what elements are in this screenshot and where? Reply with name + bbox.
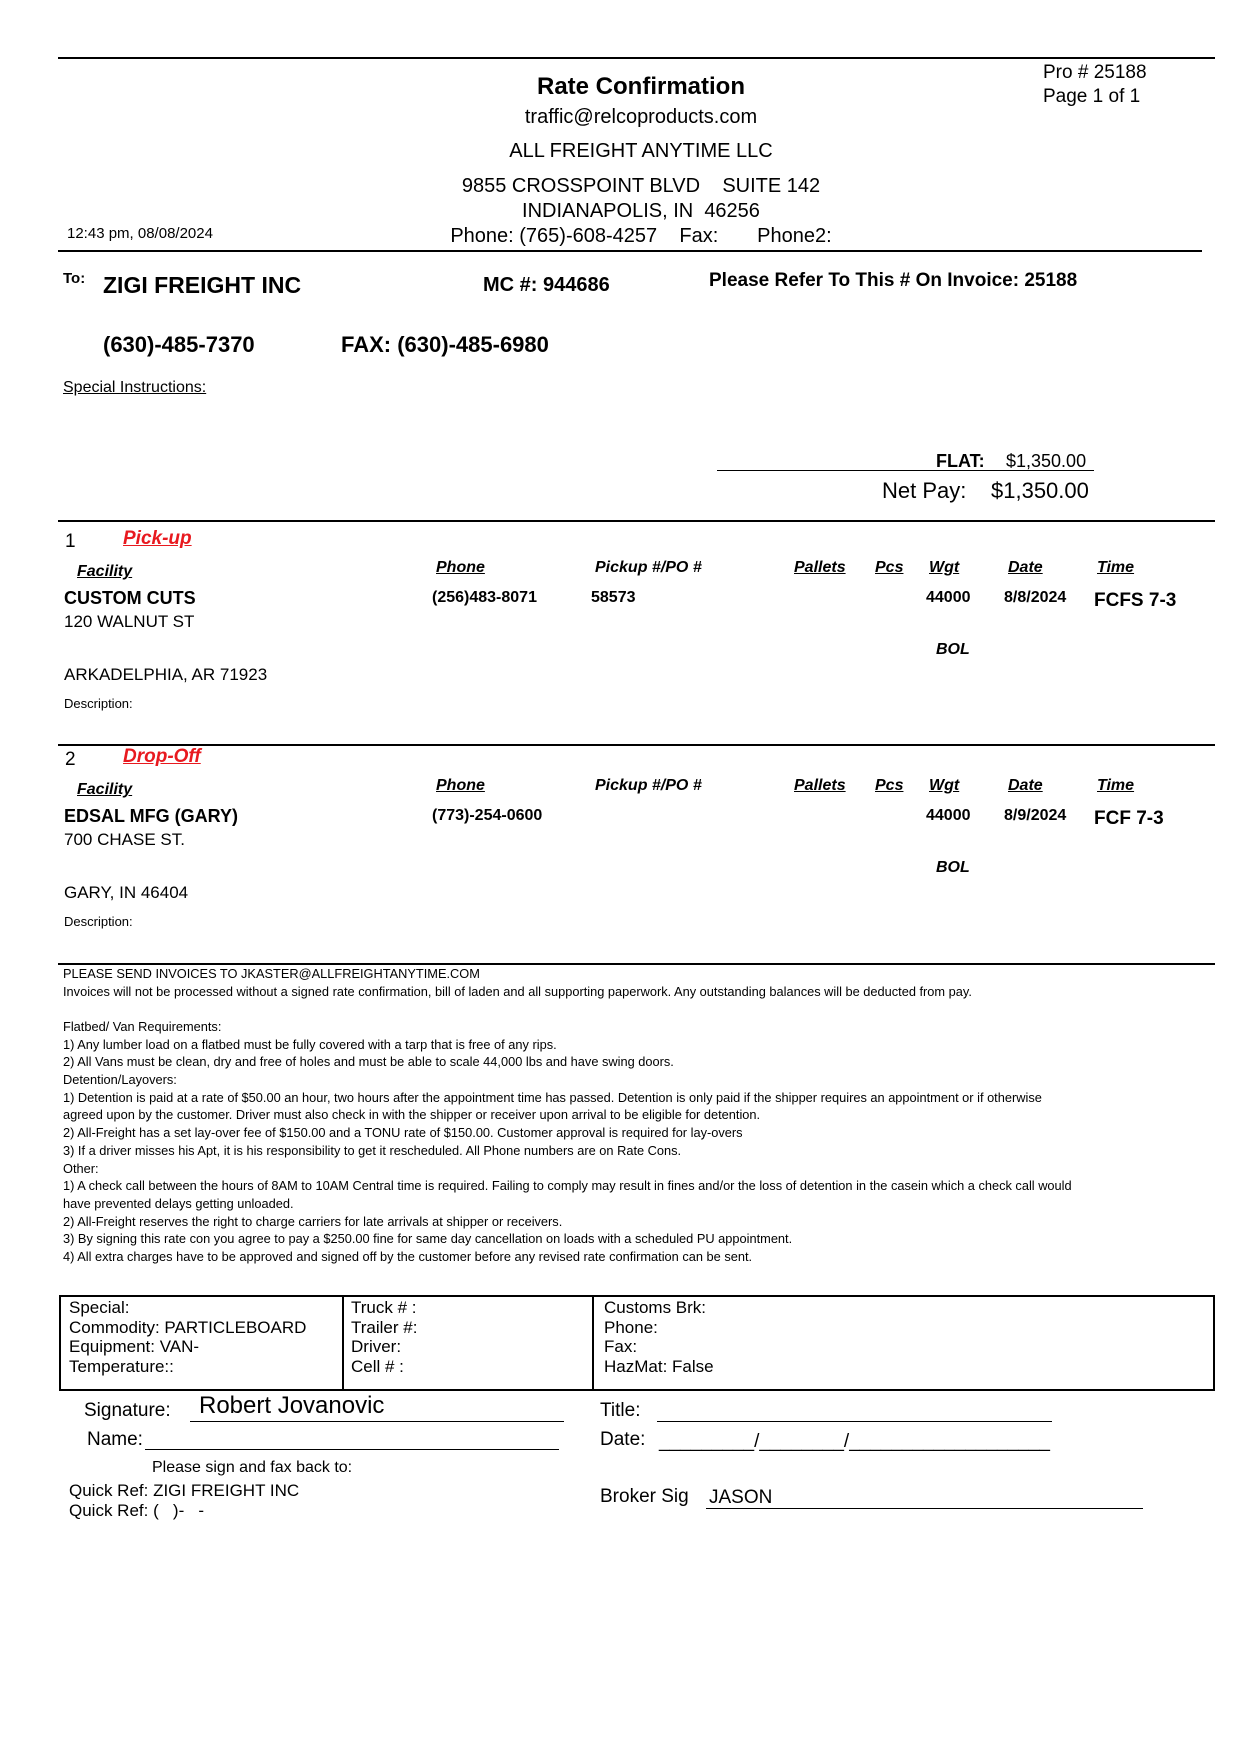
- load-truck-column: [351, 1298, 591, 1390]
- terms-line: 1) Any lumber load on a flatbed must be fully covered with a tarp that is free of any rips.: [63, 1037, 557, 1052]
- col-phone: Phone: [436, 777, 485, 794]
- invoice-instruction: PLEASE SEND INVOICES TO JKASTER@ALLFREIGHTANYTIME.COM: [63, 966, 480, 981]
- terms-line: 3) By signing this rate con you agree to pay a $250.00 fine for same day cancellation on loads with a scheduled PU appointment.: [63, 1231, 793, 1246]
- terms-line: 4) All extra charges have to be approved and signed off by the customer before any revised rate confirmation can be sent.: [63, 1249, 753, 1264]
- flat-label: FLAT:: [936, 451, 985, 471]
- trailer-number: Trailer #:: [351, 1317, 418, 1337]
- load-customs-column: [604, 1298, 1194, 1390]
- load-special-column: [69, 1298, 339, 1390]
- col-time: Time: [1097, 777, 1135, 794]
- carrier-name: ZIGI FREIGHT INC: [103, 272, 302, 298]
- facility-address: 120 WALNUT ST: [64, 612, 195, 631]
- col-pickup-po: Pickup #/PO #: [595, 559, 702, 576]
- facility-name: EDSAL MFG (GARY): [64, 806, 238, 826]
- terms-line: 1) A check call between the hours of 8AM to 10AM Central time is required. Failing to comply may result in fines and/or the loss of detention in the casein which a check call would: [63, 1178, 1072, 1193]
- stop-number: 1: [65, 531, 76, 552]
- description-label: Description:: [64, 696, 133, 711]
- customs-fax: Fax:: [604, 1337, 638, 1357]
- date-blank[interactable]: _________/________/___________________: [659, 1431, 1050, 1452]
- bol-label: BOL: [936, 859, 970, 876]
- stop-number: 2: [65, 749, 76, 770]
- terms-line: 2) All-Freight has a set lay-over fee of $150.00 and a TONU rate of $150.00. Customer approval is required for lay-overs: [63, 1125, 743, 1140]
- carrier-fax: FAX: (630)-485-6980: [341, 332, 549, 357]
- col-pallets: Pallets: [794, 777, 846, 794]
- flat-amount: $1,350.00: [1006, 451, 1087, 471]
- top-rule: [58, 57, 1215, 59]
- facility-name: CUSTOM CUTS: [64, 588, 196, 608]
- equipment: Equipment: VAN-: [69, 1337, 200, 1357]
- broker-sig-name: JASON: [709, 1487, 773, 1508]
- date-value: 8/8/2024: [1004, 589, 1067, 606]
- facility-city: GARY, IN 46404: [64, 883, 189, 902]
- pickup-po-number: 58573: [591, 589, 636, 606]
- col-facility: Facility: [77, 563, 133, 580]
- col-date: Date: [1008, 777, 1043, 794]
- col-pallets: Pallets: [794, 559, 846, 576]
- signature-line[interactable]: [190, 1421, 564, 1422]
- stop-dropoff: [0, 739, 1240, 939]
- terms-rule: [58, 963, 1215, 965]
- weight-value: 44000: [926, 807, 971, 824]
- broker-sig-line[interactable]: [706, 1508, 1143, 1509]
- title-line[interactable]: [657, 1421, 1052, 1422]
- signature-label: Signature:: [84, 1400, 171, 1421]
- terms-line: agreed upon by the customer. Driver must also check in with the shipper or receiver upon arrival to be eligible for detention.: [63, 1107, 761, 1122]
- to-label: To:: [63, 270, 86, 287]
- terms-line: 2) All Vans must be clean, dry and free of holes and must be able to scale 44,000 lbs and have swing doors.: [63, 1054, 674, 1069]
- driver: Driver:: [351, 1337, 402, 1357]
- terms-line: 2) All-Freight reserves the right to charge carriers for late arrivals at shipper or receivers.: [63, 1214, 563, 1229]
- col-phone: Phone: [436, 559, 485, 576]
- col-date: Date: [1008, 559, 1043, 576]
- header-rule: [58, 250, 1202, 252]
- special-instructions-label: Special Instructions:: [63, 379, 207, 396]
- cell-number: Cell # :: [351, 1357, 404, 1377]
- time-value: FCF 7-3: [1094, 808, 1164, 829]
- quick-ref-phone: Quick Ref: ( )- -: [69, 1501, 205, 1520]
- col-pcs: Pcs: [875, 559, 904, 576]
- fax-back-instruction: Please sign and fax back to:: [152, 1459, 353, 1476]
- terms-line: 1) Detention is paid at a rate of $50.00 an hour, two hours after the appointment time has passed. Detention is only paid if the shipper requires an appointment or if otherwise: [63, 1090, 1042, 1105]
- facility-address: 700 CHASE ST.: [64, 830, 185, 849]
- signer-name: Robert Jovanovic: [199, 1392, 385, 1419]
- col-pickup-po: Pickup #/PO #: [595, 777, 702, 794]
- weight-value: 44000: [926, 589, 971, 606]
- net-pay-amount: $1,350.00: [991, 478, 1089, 503]
- broker-address-line1: 9855 CROSSPOINT BLVD SUITE 142: [461, 175, 821, 197]
- date-label: Date:: [600, 1429, 646, 1450]
- terms-line: Detention/Layovers:: [63, 1072, 177, 1087]
- document-title: Rate Confirmation: [536, 73, 745, 100]
- name-label: Name:: [87, 1429, 143, 1450]
- stop-type: Pick-up: [123, 528, 192, 549]
- special-label: Special:: [69, 1298, 130, 1317]
- col-wgt: Wgt: [929, 777, 960, 794]
- invoice-policy: Invoices will not be processed without a signed rate confirmation, bill of laden and all supporting paperwork. Any outstanding balances will be deducted from pay.: [63, 984, 972, 999]
- broker-company: ALL FREIGHT ANYTIME LLC: [509, 140, 773, 162]
- net-pay-label: Net Pay:: [882, 478, 967, 503]
- load-details-box: [59, 1295, 1215, 1391]
- title-label: Title:: [600, 1400, 641, 1421]
- col-wgt: Wgt: [929, 559, 960, 576]
- broker-address-line2: INDIANAPOLIS, IN 46256: [522, 200, 760, 222]
- bol-label: BOL: [936, 641, 970, 658]
- page-count: Page 1 of 1: [1043, 86, 1141, 107]
- terms-line: Other:: [63, 1161, 99, 1176]
- broker-phone-line: Phone: (765)-608-4257 Fax: Phone2:: [450, 225, 832, 247]
- load-divider-1: [342, 1297, 344, 1389]
- stop-type: Drop-Off: [123, 746, 201, 767]
- load-divider-2: [592, 1297, 594, 1389]
- terms-line: have prevented delays getting unloaded.: [63, 1196, 294, 1211]
- pro-number: Pro # 25188: [1043, 62, 1147, 83]
- time-value: FCFS 7-3: [1094, 590, 1177, 611]
- description-label: Description:: [64, 914, 133, 929]
- broker-email: traffic@relcoproducts.com: [524, 106, 758, 128]
- facility-phone: (773)-254-0600: [432, 807, 543, 824]
- carrier-phone: (630)-485-7370: [103, 332, 255, 357]
- carrier-mc-number: MC #: 944686: [483, 274, 610, 296]
- hazmat: HazMat: False: [604, 1357, 714, 1377]
- col-time: Time: [1097, 559, 1135, 576]
- print-timestamp: 12:43 pm, 08/08/2024: [67, 225, 213, 242]
- stop-pickup: [0, 521, 1240, 721]
- invoice-reference: Please Refer To This # On Invoice: 25188: [709, 270, 1078, 291]
- truck-number: Truck # :: [351, 1298, 417, 1317]
- terms-line: Flatbed/ Van Requirements:: [63, 1019, 222, 1034]
- temperature: Temperature::: [69, 1357, 174, 1377]
- col-facility: Facility: [77, 781, 133, 798]
- broker-sig-label: Broker Sig: [600, 1486, 689, 1507]
- terms-line: 3) If a driver misses his Apt, it is his responsibility to get it rescheduled. All Phone numbers are on Rate Cons.: [63, 1143, 682, 1158]
- facility-phone: (256)483-8071: [432, 589, 537, 606]
- commodity: Commodity: PARTICLEBOARD: [69, 1317, 307, 1337]
- customs-broker: Customs Brk:: [604, 1298, 707, 1317]
- date-value: 8/9/2024: [1004, 807, 1067, 824]
- col-pcs: Pcs: [875, 777, 904, 794]
- name-line[interactable]: [145, 1449, 559, 1450]
- customs-phone: Phone:: [604, 1317, 658, 1337]
- facility-city: ARKADELPHIA, AR 71923: [64, 665, 268, 684]
- quick-ref-carrier: Quick Ref: ZIGI FREIGHT INC: [69, 1481, 300, 1500]
